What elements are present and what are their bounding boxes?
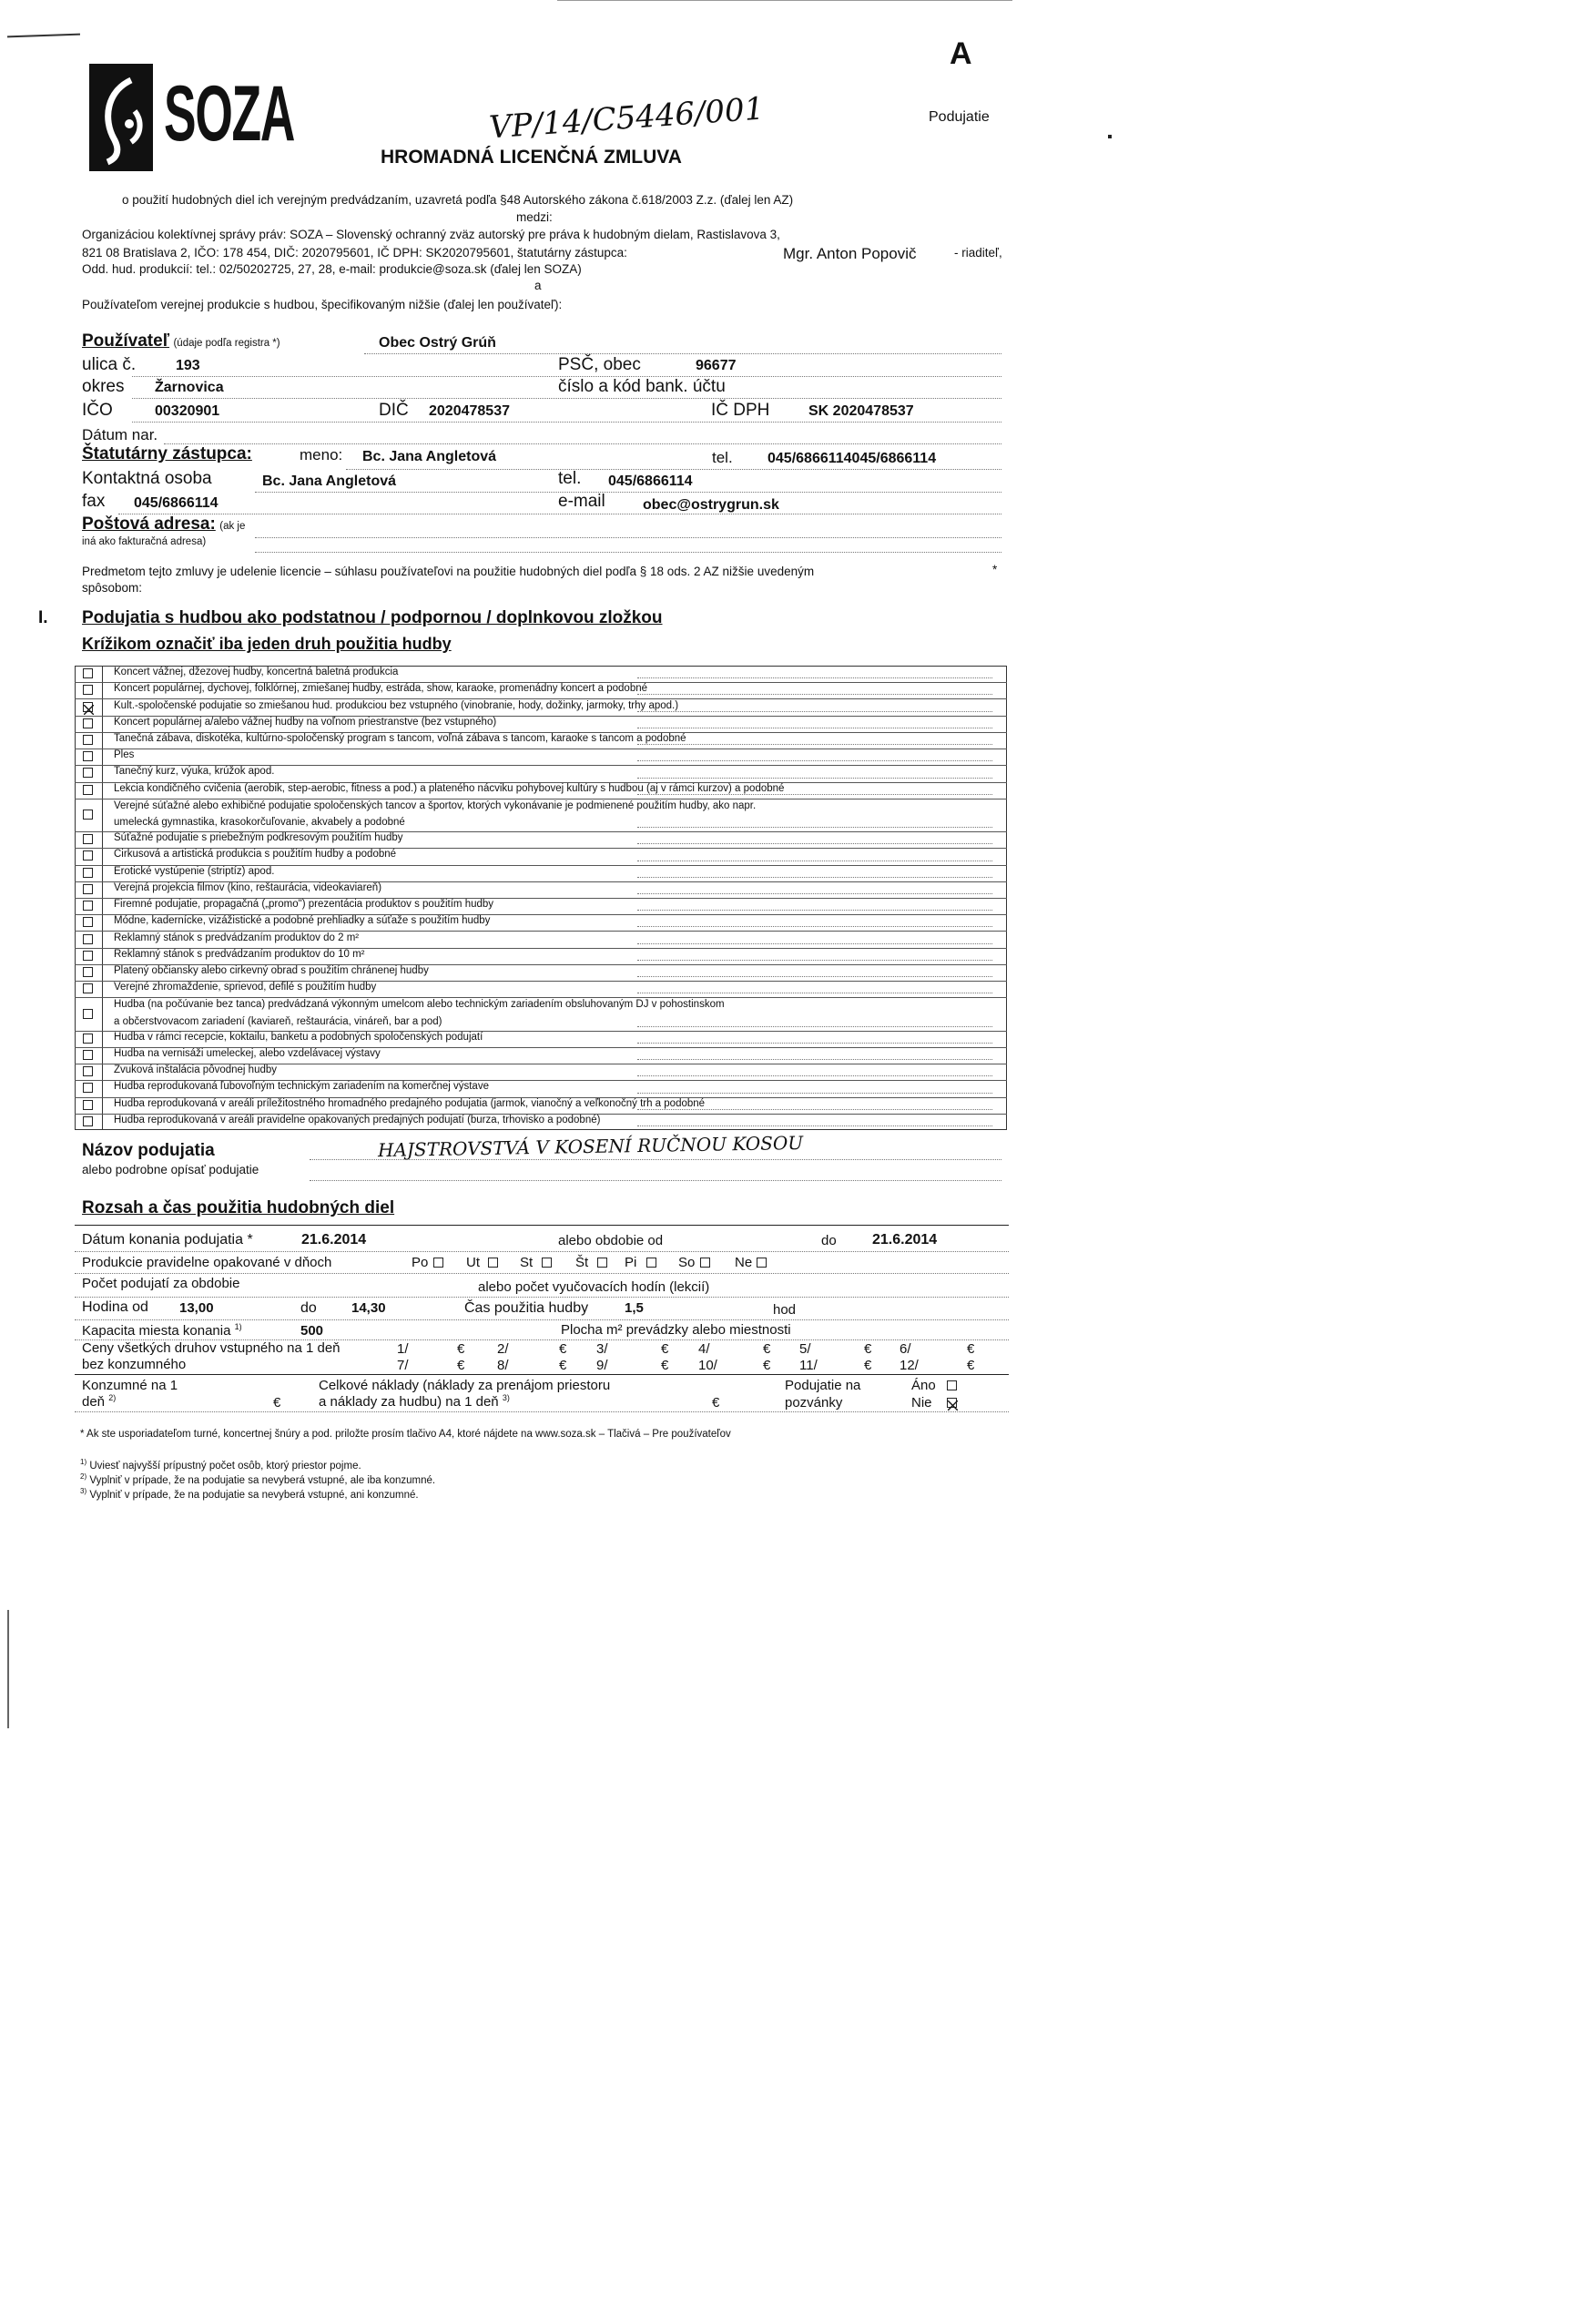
date-to-value[interactable]: 21.6.2014 <box>872 1232 938 1248</box>
period-label: alebo obdobie od <box>558 1233 664 1248</box>
row-dotted-line <box>637 910 992 911</box>
day-label: Ut <box>466 1255 480 1270</box>
usage-type-checkbox[interactable] <box>83 1034 93 1044</box>
day-label: Po <box>412 1255 429 1270</box>
costs-label-1: Celkové náklady (náklady za prenájom priestoru <box>319 1378 611 1393</box>
invite-label-2: pozvánky <box>785 1395 843 1411</box>
usage-type-checkbox[interactable] <box>83 983 93 993</box>
usage-type-label: Tanečná zábava, diskotéka, kultúrno-spoločenský program s tancom, voľná zábava s tancom, karaoke s tancom a podobné <box>114 732 686 744</box>
row-dotted-line <box>637 960 992 961</box>
day-checkbox[interactable] <box>542 1258 552 1268</box>
district-label: okres <box>82 377 125 396</box>
hour-to-value[interactable]: 14,30 <box>351 1300 386 1316</box>
check-x-icon <box>948 1400 958 1411</box>
usage-type-label: Verejné zhromaždenie, sprievod, defilé s použitím hudby <box>114 982 377 993</box>
euro-sign: € <box>864 1341 872 1357</box>
logo-text: SOZA <box>164 70 295 158</box>
usage-type-label: Hudba reprodukovaná v areáli príležitostného hromadného predajného podujatia (jarmok, vianočný a veľkonočný trh a podobné <box>114 1097 706 1109</box>
usage-type-label: Cirkusová a artistická produkcia s použitím hudby a podobné <box>114 849 397 861</box>
usage-type-checkbox[interactable] <box>83 768 93 778</box>
usage-type-checkbox[interactable] <box>83 1066 93 1076</box>
org-line-3: Odd. hud. produkcií: tel.: 02/50202725, 27, 28, e-mail: produkcie@soza.sk (ďalej len SOZA) <box>82 262 582 276</box>
contact-tel-label: tel. <box>558 469 582 488</box>
statutory-label: Štatutárny zástupca: <box>82 444 252 463</box>
icdph-label: IČ DPH <box>711 401 770 420</box>
dob-label: Dátum nar. <box>82 426 158 443</box>
euro-sign: € <box>457 1358 465 1373</box>
event-name-sub: alebo podrobne opísať podujatie <box>82 1163 259 1176</box>
handwritten-reference: VP/14/C5446/001 <box>487 90 766 147</box>
usage-type-checkbox[interactable] <box>83 751 93 761</box>
usage-type-label: Firemné podujatie, propagačná („promo") prezentácia produktov s použitím hudby <box>114 899 494 911</box>
row-dotted-line <box>637 711 992 712</box>
usage-type-label-line2: umelecká gymnastika, krasokorčuľovanie, akvabely a podobné <box>114 816 405 828</box>
day-checkbox[interactable] <box>700 1258 710 1268</box>
usage-type-label: Verejné súťažné alebo exhibičné podujatie spoločenských tancov a športov, ktorých vykonávanie je podmienené použitím hudby, ako napr. <box>114 799 757 811</box>
price-slot-label[interactable]: 3/ <box>596 1341 608 1357</box>
row-dotted-line <box>637 694 992 695</box>
usage-type-label: Hudba reprodukovaná ľubovoľným technickým zariadením na komerčnej výstave <box>114 1081 489 1093</box>
soza-logo-mark <box>89 64 153 171</box>
usage-type-label: Hudba reprodukovaná v areáli pravidelne opakovaných predajných podujatí (burza, trhovisko a podobné) <box>114 1114 601 1125</box>
day-label: Ne <box>735 1255 753 1270</box>
price-slot-label[interactable]: 11/ <box>799 1358 818 1373</box>
day-checkbox[interactable] <box>597 1258 607 1268</box>
icdph-value[interactable]: SK 2020478537 <box>808 403 914 419</box>
consum-label-1: Konzumné na 1 <box>82 1378 178 1393</box>
statutory-name-label: meno: <box>300 446 343 463</box>
capacity-label: Kapacita miesta konania $^{1)}$ <box>82 1322 242 1339</box>
row-dotted-line <box>637 877 992 878</box>
price-slot-label[interactable]: 6/ <box>900 1341 911 1357</box>
subject-star: * <box>992 563 998 576</box>
scan-mark-top-left <box>7 34 80 38</box>
usage-type-label: Koncert populárnej a/alebo vážnej hudby na voľnom priestranstve (bez vstupného) <box>114 716 497 728</box>
intro-line: o použití hudobných diel ich verejným predvádzaním, uzavretá podľa §48 Autorského zákona č.618/2003 Z.z. (ďalej len AZ) <box>122 193 794 207</box>
dic-label: DIČ <box>379 401 409 420</box>
price-slot-label[interactable]: 4/ <box>698 1341 710 1357</box>
usage-type-label: Zvuková inštalácia pôvodnej hudby <box>114 1064 278 1076</box>
postal-heading: Poštová adresa: (ak je <box>82 514 246 534</box>
area-label: Plocha m² prevádzky alebo miestnosti <box>561 1322 791 1338</box>
usage-type-checkbox[interactable] <box>83 868 93 878</box>
day-checkbox[interactable] <box>646 1258 656 1268</box>
row-dotted-line <box>637 1109 992 1110</box>
invite-yes-checkbox[interactable] <box>947 1380 957 1390</box>
director-role: - riaditeľ, <box>954 246 1002 260</box>
euro-sign: € <box>864 1358 872 1373</box>
usage-type-checkbox[interactable] <box>83 1100 93 1110</box>
row-dotted-line <box>637 1043 992 1044</box>
intro-medzi: medzi: <box>516 210 553 224</box>
street-value[interactable]: 193 <box>176 358 200 373</box>
subject-line-2: spôsobom: <box>82 581 143 595</box>
usage-type-label: Hudba v rámci recepcie, koktailu, banketu a podobných spoločenských podujatí <box>114 1031 483 1043</box>
email-label: e-mail <box>558 492 605 511</box>
row-dotted-line <box>637 760 992 761</box>
price-label-2: bez konzumného <box>82 1357 187 1372</box>
usage-label: Čas použitia hudby <box>464 1300 589 1316</box>
euro-sign: € <box>967 1358 975 1373</box>
email-value[interactable]: obec@ostrygrun.sk <box>643 497 779 513</box>
statutory-tel-label: tel. <box>712 449 733 466</box>
user-name[interactable]: Obec Ostrý Grúň <box>379 335 496 351</box>
dot-mark <box>1108 135 1112 138</box>
date-label: Dátum konania podujatia * <box>82 1232 253 1248</box>
row-dotted-line <box>637 893 992 894</box>
usage-type-checkbox[interactable] <box>83 884 93 894</box>
usage-value[interactable]: 1,5 <box>625 1300 644 1316</box>
usage-type-label: Koncert populárnej, dychovej, folklórnej, zmiešanej hudby, estráda, show, karaoke, promenádny koncert a podobné <box>114 683 648 695</box>
footnote-1: $^{1)}$ Uviesť najvyšší prípustný počet osôb, ktorý priestor pojme. <box>80 1458 361 1472</box>
usage-type-checkbox[interactable] <box>83 1009 93 1019</box>
fax-label: fax <box>82 492 106 511</box>
consum-currency: € <box>273 1395 281 1411</box>
row-dotted-line <box>637 744 992 745</box>
usage-type-checkbox[interactable] <box>83 901 93 911</box>
usage-type-label: Lekcia kondičného cvičenia (aerobik, step-aerobic, fitness a pod.) a plateného nácviku pohybovej kultúry s hudbou (aj v rámci kurzov) a podobné <box>114 782 785 794</box>
row-dotted-line <box>637 1075 992 1076</box>
usage-type-checkbox[interactable] <box>83 668 93 678</box>
euro-sign: € <box>967 1341 975 1357</box>
usage-type-checkbox[interactable] <box>83 685 93 695</box>
street-label: ulica č. <box>82 355 137 374</box>
usage-type-label: Koncert vážnej, džezovej hudby, koncertná baletná produkcia <box>114 667 399 678</box>
usage-type-checkbox[interactable] <box>83 850 93 861</box>
day-label: Pi <box>625 1255 637 1270</box>
day-label: St <box>520 1255 534 1270</box>
director-name: Mgr. Anton Popovič <box>783 245 917 262</box>
price-slot-label[interactable]: 1/ <box>397 1341 409 1357</box>
invite-yes-label: Áno <box>911 1378 936 1393</box>
usage-type-checkbox[interactable] <box>83 1116 93 1126</box>
usage-unit: hod <box>773 1302 797 1318</box>
hour-to-label: do <box>300 1300 317 1316</box>
usage-type-checkbox[interactable] <box>83 1050 93 1060</box>
day-label: Št <box>575 1255 589 1270</box>
user-heading: Používateľ (údaje podľa registra *) <box>82 331 280 351</box>
usage-type-checkbox[interactable] <box>83 785 93 795</box>
row-dotted-line <box>637 976 992 977</box>
usage-type-checkbox[interactable] <box>83 834 93 844</box>
usage-type-checkbox[interactable] <box>83 1083 93 1093</box>
subject-line-1: Predmetom tejto zmluvy je udelenie licencie – súhlasu používateľovi na použitie hudobných diel podľa § 18 ods. 2 AZ nižšie uvedeným <box>82 565 815 578</box>
usage-type-label: Tanečný kurz, výuka, krúžok apod. <box>114 766 275 778</box>
price-slot-label[interactable]: 10/ <box>698 1358 717 1373</box>
usage-type-checkbox[interactable] <box>83 967 93 977</box>
bank-label: číslo a kód bank. účtu <box>558 377 726 396</box>
usage-type-label: Súťažné podujatie s priebežným podkresovým použitím hudby <box>114 832 403 844</box>
usage-type-checkbox[interactable] <box>83 718 93 728</box>
repeat-label: Produkcie pravidelne opakované v dňoch <box>82 1255 332 1270</box>
usage-type-label: Kult.-spoločenské podujatie so zmiešanou hud. produkciou bez vstupného (vinobranie, hody, dožinky, jarmoky, trhy apod.) <box>114 699 679 711</box>
capacity-value[interactable]: 500 <box>300 1323 324 1339</box>
lessons-label: alebo počet vyučovacích hodín (lekcií) <box>478 1279 710 1295</box>
table-row-divider <box>75 997 1007 998</box>
row-dotted-line <box>637 827 992 828</box>
euro-sign: € <box>763 1341 771 1357</box>
period-to-label: do <box>821 1233 837 1248</box>
usage-type-label: Reklamný stánok s predvádzaním produktov do 2 m² <box>114 932 360 943</box>
price-slot-label[interactable]: 5/ <box>799 1341 811 1357</box>
invite-label-1: Podujatie na <box>785 1378 861 1393</box>
ico-value[interactable]: 00320901 <box>155 403 220 419</box>
costs-label-2: a náklady za hudbu) na 1 deň $^{3)}$ <box>319 1393 510 1410</box>
footnote-star: * Ak ste usporiadateľom turné, koncertnej šnúry a pod. priložte prosím tlačivo A4, ktoré nájdete na www.soza.sk – Tlačivá – Pre používateľov <box>80 1429 731 1440</box>
section-heading: Podujatia s hudbou ako podstatnou / podpornou / doplnkovou zložkou <box>82 608 663 627</box>
day-checkbox[interactable] <box>433 1258 443 1268</box>
user-intro: Používateľom verejnej produkcie s hudbou, špecifikovaným nižšie (ďalej len používateľ): <box>82 298 563 311</box>
row-dotted-line <box>637 843 992 844</box>
section-number: I. <box>38 608 48 627</box>
contact-label: Kontaktná osoba <box>82 469 212 488</box>
usage-type-checkbox[interactable] <box>83 951 93 961</box>
dic-value[interactable]: 2020478537 <box>429 403 510 419</box>
row-dotted-line <box>637 778 992 779</box>
row-dotted-line <box>637 1125 992 1126</box>
price-slot-label[interactable]: 8/ <box>497 1358 509 1373</box>
document-title: HROMADNÁ LICENČNÁ ZMLUVA <box>381 147 682 168</box>
invite-no-checkbox[interactable] <box>947 1398 957 1408</box>
ico-label: IČO <box>82 401 113 420</box>
row-dotted-line <box>637 1026 992 1027</box>
row-dotted-line <box>637 794 992 795</box>
costs-currency: € <box>712 1395 720 1411</box>
usage-type-label: Reklamný stánok s predvádzaním produktov do 10 m² <box>114 948 365 960</box>
usage-type-label: Verejná projekcia filmov (kino, reštaurácia, videokaviareň) <box>114 881 382 893</box>
hour-from-label: Hodina od <box>82 1299 148 1315</box>
usage-type-label: Hudba (na počúvanie bez tanca) predvádzaná výkonným umelcom alebo technickým zariadením obsluhovaným DJ v pohostinskom <box>114 999 725 1011</box>
price-slot-label[interactable]: 7/ <box>397 1358 409 1373</box>
footnote-3: $^{3)}$ Vyplniť v prípade, že na podujatie sa nevyberá vstupné, ani konzumné. <box>80 1487 419 1501</box>
scope-heading: Rozsah a čas použitia hudobných diel <box>82 1198 395 1217</box>
price-slot-label[interactable]: 2/ <box>497 1341 509 1357</box>
scan-mark-left <box>7 1610 9 1728</box>
form-type: Podujatie <box>929 109 990 125</box>
euro-sign: € <box>559 1358 567 1373</box>
postal-note: iná ako fakturačná adresa) <box>82 536 207 547</box>
usage-type-checkbox[interactable] <box>83 735 93 745</box>
usage-type-checkbox[interactable] <box>83 702 93 712</box>
hour-from-value[interactable]: 13,00 <box>179 1300 214 1316</box>
date-value[interactable]: 21.6.2014 <box>301 1232 367 1248</box>
psc-value[interactable]: 96677 <box>696 358 737 373</box>
form-letter: A <box>950 36 972 71</box>
invite-no-label: Nie <box>911 1395 932 1411</box>
row-dotted-line <box>637 677 992 678</box>
usage-type-label: Erotické vystúpenie (striptíz) apod. <box>114 865 275 877</box>
euro-sign: € <box>763 1358 771 1373</box>
euro-sign: € <box>559 1341 567 1357</box>
row-dotted-line <box>637 1059 992 1060</box>
day-checkbox[interactable] <box>488 1258 498 1268</box>
event-name-value[interactable]: HAJSTROVSTVÁ V KOSENÍ RUČNOU KOSOU <box>377 1131 804 1162</box>
price-label-1: Ceny všetkých druhov vstupného na 1 deň <box>82 1340 341 1356</box>
intro-a: a <box>534 279 542 292</box>
price-slot-label[interactable]: 9/ <box>596 1358 608 1373</box>
org-line-1: Organizáciou kolektívnej správy práv: SOZA – Slovenský ochranný zväz autorský pre práva k hudobným dielam, Rastislavova 3, <box>82 228 780 241</box>
usage-type-checkbox[interactable] <box>83 917 93 927</box>
usage-type-label-line2: a občerstvovacom zariadení (kaviareň, reštaurácia, vináreň, bar a pod) <box>114 1015 442 1027</box>
section-subheading: Krížikom označiť iba jeden druh použitia hudby <box>82 635 452 653</box>
euro-sign: € <box>457 1341 465 1357</box>
euro-sign: € <box>661 1358 669 1373</box>
day-checkbox[interactable] <box>757 1258 767 1268</box>
usage-type-label: Módne, kaderníckе, vizážistické a podobné prehliadky a súťaže s použitím hudby <box>114 915 491 927</box>
count-label: Počet podujatí za obdobie <box>82 1276 240 1291</box>
row-dotted-line <box>637 943 992 944</box>
contact-name[interactable]: Bc. Jana Angletová <box>262 474 397 489</box>
statutory-name[interactable]: Bc. Jana Angletová <box>362 449 497 464</box>
contact-tel[interactable]: 045/6866114 <box>608 474 693 489</box>
usage-type-checkbox[interactable] <box>83 934 93 944</box>
fax-value[interactable]: 045/6866114 <box>134 495 219 511</box>
scan-line-top <box>557 0 1012 1</box>
psc-label: PSČ, obec <box>558 355 641 374</box>
usage-type-label: Hudba na vernisáži umeleckej, alebo vzdelávacej výstavy <box>114 1048 381 1060</box>
usage-type-label: Ples <box>114 749 135 761</box>
event-name-label: Názov podujatia <box>82 1141 215 1160</box>
row-dotted-line <box>637 926 992 927</box>
usage-type-label: Platený občiansky alebo cirkevný obrad s použitím chránenej hudby <box>114 964 429 976</box>
day-label: So <box>678 1255 696 1270</box>
row-dotted-line <box>637 1093 992 1094</box>
footnote-2: $^{2)}$ Vyplniť v prípade, že na podujatie sa nevyberá vstupné, ale iba konzumné. <box>80 1472 436 1486</box>
org-line-2: 821 08 Bratislava 2, IČO: 178 454, DIČ: 2020795601, IČ DPH: SK2020795601, štatutárny zástupca: <box>82 246 627 260</box>
consum-label-2: deň $^{2)}$ <box>82 1393 117 1410</box>
district-value[interactable]: Žarnovica <box>155 380 224 395</box>
usage-type-checkbox[interactable] <box>83 810 93 820</box>
statutory-tel[interactable]: 045/6866114045/6866114 <box>768 451 937 466</box>
price-slot-label[interactable]: 12/ <box>900 1358 919 1373</box>
euro-sign: € <box>661 1341 669 1357</box>
